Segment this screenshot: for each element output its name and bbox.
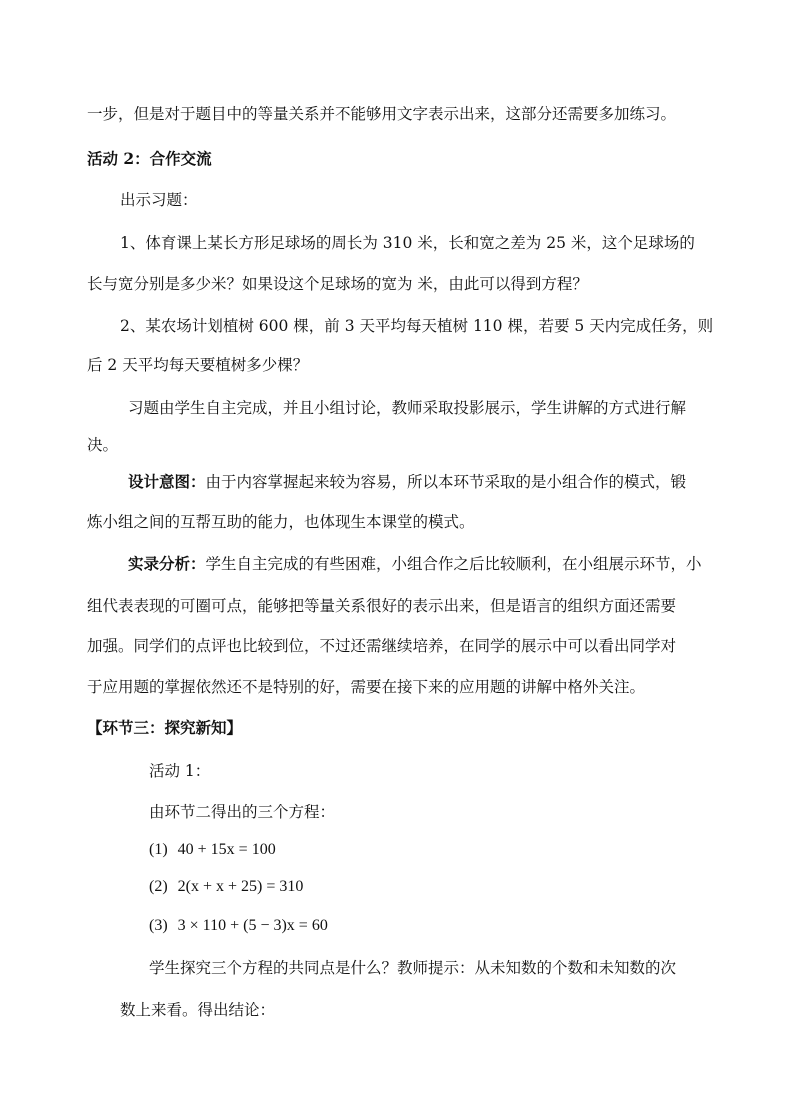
design-intent-line <box>128 471 686 493</box>
equation-number: (2) <box>149 878 168 895</box>
paragraph-line: 一步，但是对于题目中的等量关系并不能够用文字表示出来，这部分还需要多加练习。 <box>87 105 677 123</box>
heading-activity-2: 活动 2：合作交流 <box>87 149 212 168</box>
equation-1 <box>149 839 276 861</box>
design-intent-text: 由于内容掌握起来较为容易，所以本环节采取的是小组合作的模式，锻 <box>205 473 687 491</box>
equation-3 <box>149 915 328 937</box>
record-analysis-line: 加强。同学们的点评也比较到位，不过还需继续培养，在同学的展示中可以看出同学对 <box>87 637 677 655</box>
paragraph-line: 数上来看。得出结论： <box>120 1001 276 1019</box>
paragraph-line: 学生探究三个方程的共同点是什么？教师提示：从未知数的个数和未知数的次 <box>149 959 677 977</box>
record-analysis-label: 实录分析： <box>128 554 206 573</box>
equation-text: 2(x + x + 25) = 310 <box>177 878 304 895</box>
record-analysis-text: 学生自主完成的有些困难，小组合作之后比较顺利，在小组展示环节，小 <box>205 555 702 573</box>
equation-text: 40 + 15x = 100 <box>177 841 276 858</box>
design-intent-line: 炼小组之间的互帮互助的能力，也体现生本课堂的模式。 <box>87 513 475 531</box>
equation-number: (1) <box>149 841 168 858</box>
paragraph-line: 决。 <box>87 436 119 454</box>
record-analysis-line <box>128 553 702 575</box>
paragraph-line: 出示习题： <box>120 191 198 209</box>
equation-number: (3) <box>149 917 168 934</box>
question-1-line: 1、体育课上某长方形足球场的周长为 310 米，长和宽之差为 25 米，这个足球场的 <box>120 234 695 252</box>
record-analysis-line: 于应用题的掌握依然还不是特别的好，需要在接下来的应用题的讲解中格外关注。 <box>87 678 646 696</box>
question-2-line: 2、某农场计划植树 600 棵，前 3 天平均每天植树 110 棵，若要 5 天内完成任务，则 <box>120 317 714 335</box>
paragraph-line: 由环节二得出的三个方程： <box>149 803 336 821</box>
equation-text: 3 × 110 + (5 − 3)x = 60 <box>177 917 328 934</box>
question-2-line: 后 2 天平均每天要植树多少棵？ <box>87 356 309 374</box>
paragraph-line: 习题由学生自主完成，并且小组讨论，教师采取投影展示，学生讲解的方式进行解 <box>128 399 687 417</box>
record-analysis-line: 组代表表现的可圈可点，能够把等量关系很好的表示出来，但是语言的组织方面还需要 <box>87 597 677 615</box>
activity-1-label: 活动 1： <box>149 762 211 780</box>
equation-2 <box>149 876 303 898</box>
question-1-line: 长与宽分别是多少米？如果设这个足球场的宽为 米，由此可以得到方程？ <box>87 275 588 293</box>
design-intent-label: 设计意图： <box>128 472 206 491</box>
section-3-heading: 【环节三：探究新知】 <box>87 718 243 737</box>
